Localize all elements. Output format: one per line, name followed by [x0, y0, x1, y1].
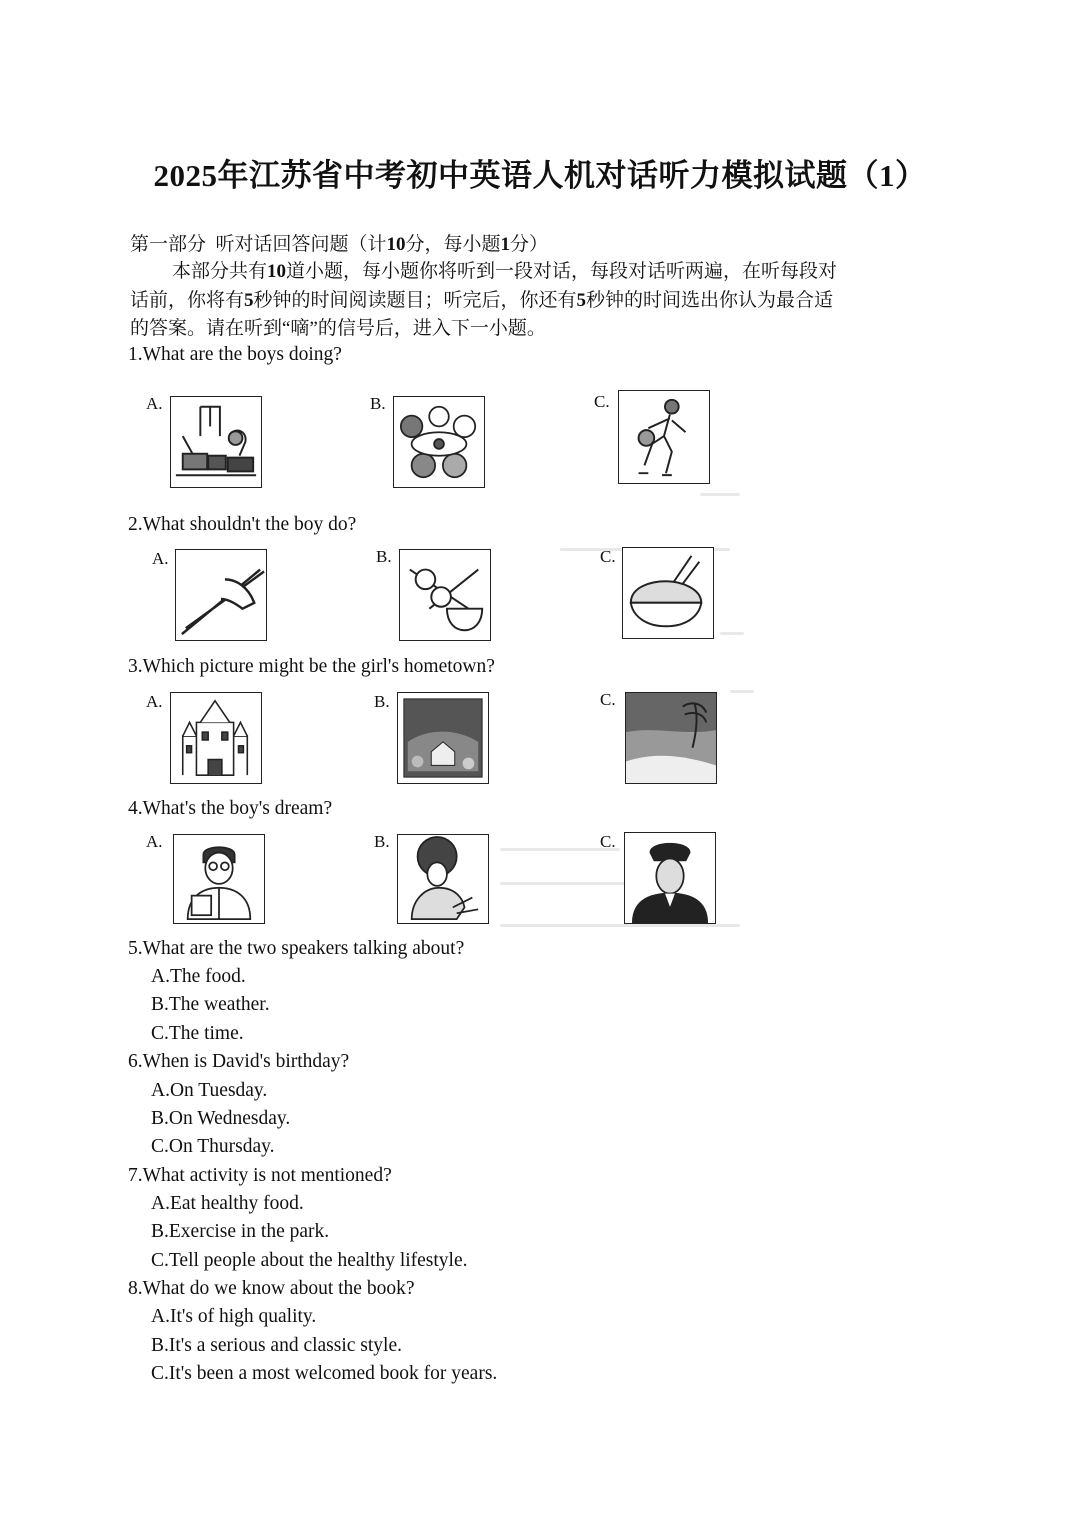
question-3: 3.Which picture might be the girl's hometown?	[128, 656, 495, 677]
section-score-each: 1	[500, 234, 511, 255]
instr-num: 5	[576, 289, 587, 311]
farm-village-picture[interactable]	[397, 692, 489, 784]
option-label[interactable]: C.	[600, 690, 616, 709]
option-label[interactable]: B.	[374, 692, 390, 711]
instr-num: 10	[267, 261, 287, 282]
section-heading-mid: 分，每小题	[405, 234, 501, 255]
option-5a[interactable]: A.The food.	[151, 966, 246, 987]
option-label[interactable]: C.	[600, 547, 616, 566]
boys-eating-meal-picture[interactable]	[393, 396, 485, 488]
option-label[interactable]: C.	[594, 392, 610, 411]
question-1: 1.What are the boys doing?	[128, 344, 342, 365]
boys-playing-games-picture[interactable]	[170, 396, 262, 488]
question-8: 8.What do we know about the book?	[128, 1278, 415, 1299]
question-2: 2.What shouldn't the boy do?	[128, 514, 357, 535]
chopsticks-in-rice-picture[interactable]	[622, 547, 714, 639]
boy-playing-basketball-picture[interactable]	[618, 390, 710, 484]
question-6: 6.When is David's birthday?	[128, 1051, 350, 1072]
option-7b[interactable]: B.Exercise in the park.	[151, 1221, 330, 1242]
castle-picture[interactable]	[170, 692, 262, 784]
page-title: 2025年江苏省中考初中英语人机对话听力模拟试题（1）	[153, 158, 927, 193]
crossing-chopsticks-bowl-picture[interactable]	[399, 549, 491, 641]
question-7: 7.What activity is not mentioned?	[128, 1165, 392, 1186]
section-heading	[130, 229, 548, 256]
option-5c[interactable]: C.The time.	[151, 1023, 244, 1044]
option-6c[interactable]: C.On Thursday.	[151, 1136, 275, 1157]
option-label[interactable]: B.	[370, 394, 386, 413]
option-5b[interactable]: B.The weather.	[151, 994, 270, 1015]
question-5: 5.What are the two speakers talking about?	[128, 938, 465, 959]
section-score-total: 10	[386, 234, 406, 255]
seaside-picture[interactable]	[625, 692, 717, 784]
option-label[interactable]: A.	[146, 832, 163, 851]
instr-text: 本部分共有	[172, 261, 268, 282]
option-label[interactable]: B.	[374, 832, 390, 851]
section-heading-post: 分）	[510, 234, 549, 255]
question-4: 4.What's the boy's dream?	[128, 798, 333, 819]
instr-text: 的答案。请在听到“嘀”的信号后，进入下一小题。	[130, 318, 546, 339]
instr-num: 5	[244, 289, 254, 311]
instr-text: 道小题，每小题你将听到一段对话，每段对话听两遍，在听每段对	[286, 261, 838, 282]
captain-picture[interactable]	[624, 832, 716, 924]
cook-picture[interactable]	[397, 834, 489, 924]
option-label[interactable]: A.	[152, 549, 169, 568]
instructions	[130, 258, 952, 344]
option-label[interactable]: A.	[146, 394, 163, 413]
option-8a[interactable]: A.It's of high quality.	[151, 1306, 317, 1327]
option-label[interactable]: C.	[600, 832, 616, 851]
holding-chopsticks-picture[interactable]	[175, 549, 267, 641]
instr-text: 话前，你将有	[130, 289, 245, 311]
instr-text: 秒钟的时间阅读题目；听完后，你还有	[253, 289, 577, 311]
option-6a[interactable]: A.On Tuesday.	[151, 1080, 268, 1101]
option-8b[interactable]: B.It's a serious and classic style.	[151, 1335, 403, 1356]
instr-text: 秒钟的时间选出你认为最合适	[586, 289, 834, 311]
option-7c[interactable]: C.Tell people about the healthy lifestyle.	[151, 1250, 468, 1271]
section-heading-text: 听对话回答问题（计	[215, 234, 387, 255]
option-label[interactable]: B.	[376, 547, 392, 566]
option-7a[interactable]: A.Eat healthy food.	[151, 1193, 304, 1214]
option-6b[interactable]: B.On Wednesday.	[151, 1108, 291, 1129]
option-label[interactable]: A.	[146, 692, 163, 711]
section-part: 第一部分	[130, 234, 207, 255]
option-8c[interactable]: C.It's been a most welcomed book for years.	[151, 1363, 498, 1384]
doctor-picture[interactable]	[173, 834, 265, 924]
